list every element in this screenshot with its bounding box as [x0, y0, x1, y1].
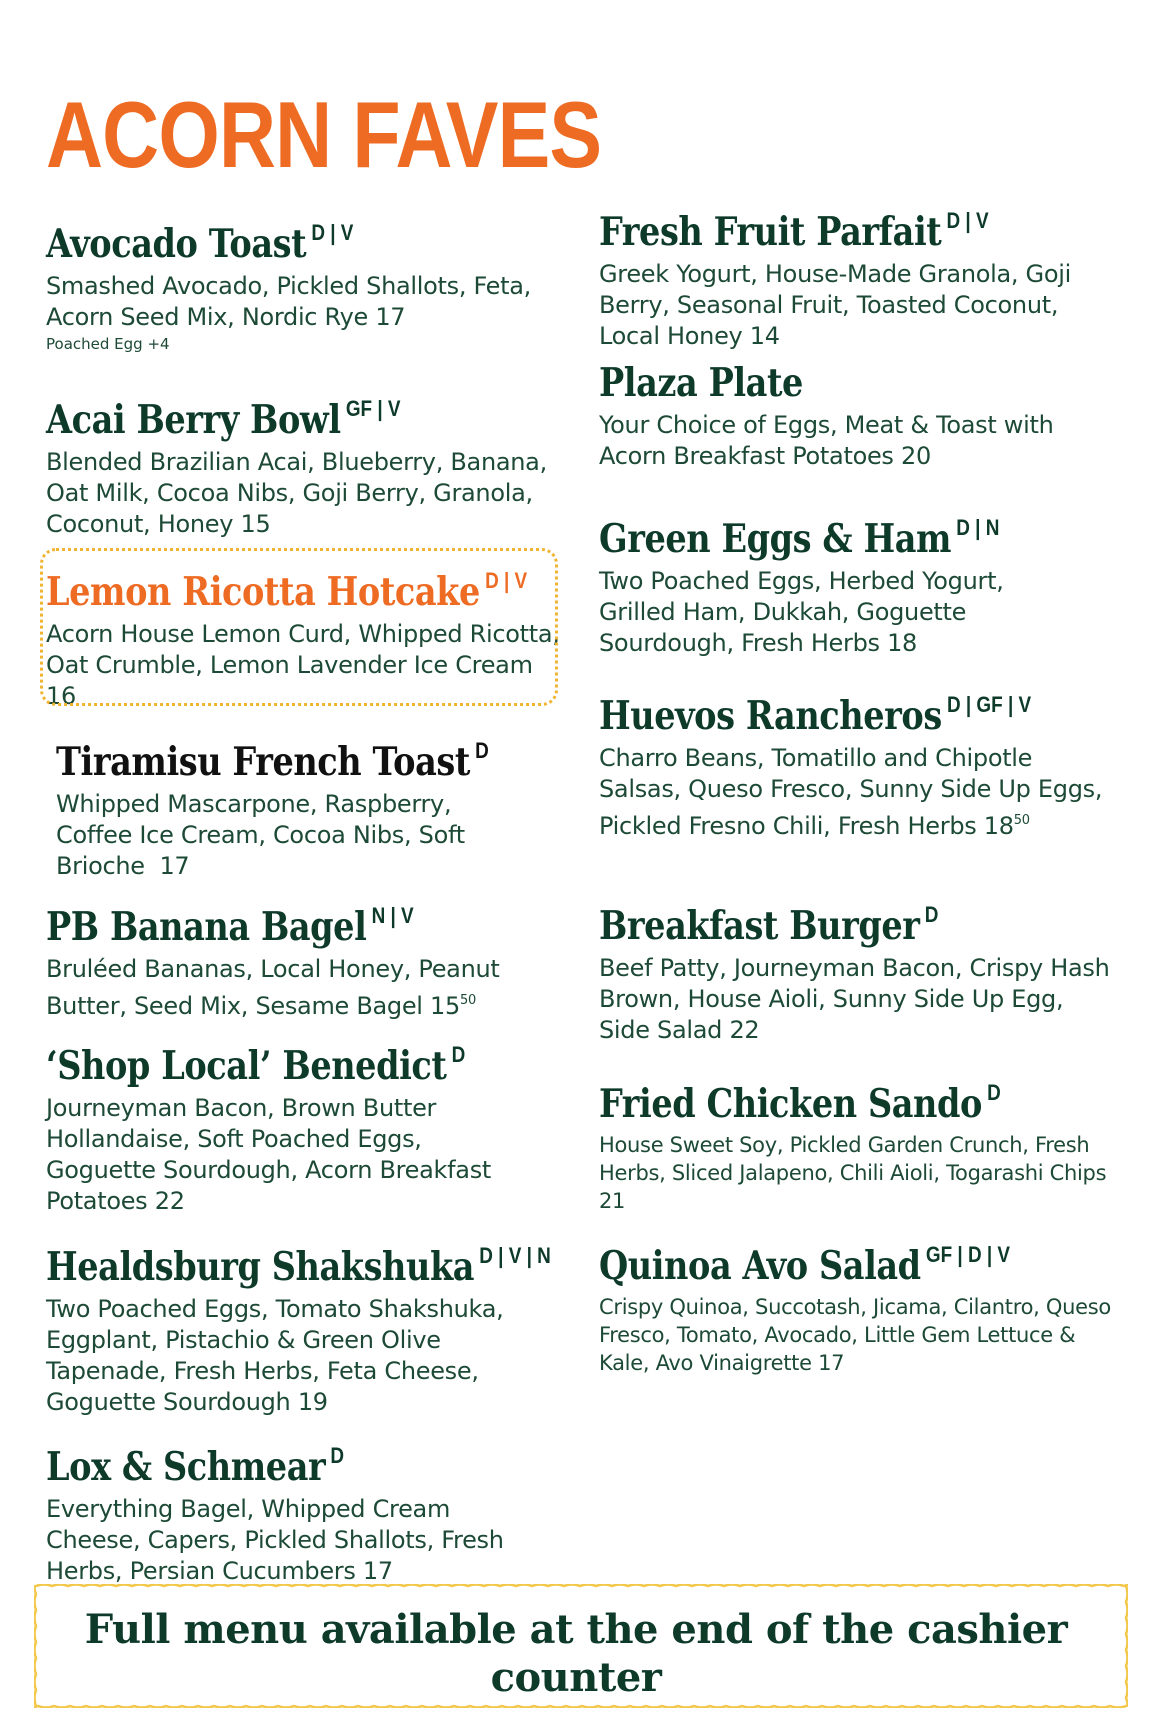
item-price: 18 [887, 629, 918, 657]
item-description: Whipped Mascarpone, Raspberry, Coffee Ice Cream, Cocoa Nibs, Soft Brioche 17 [56, 790, 465, 880]
item-price: 19 [297, 1388, 328, 1416]
menu-item-green-eggs-and-ham [599, 505, 1119, 659]
item-description: Beef Patty, Journeyman Bacon, Crispy Hash Brown, House Aioli, Sunny Side Up Egg, Side Salad 22 [599, 954, 1110, 1044]
item-name: Healdsburg Shakshuka $^{D | V | N}$ [46, 1243, 551, 1290]
menu-item-pb-banana-bagel [46, 893, 566, 1022]
item-name: Breakfast Burger $^D$ [599, 902, 939, 949]
item-name: ‘Shop Local’ Benedict $^D$ [46, 1042, 466, 1089]
menu-item-healdsburg-shakshuka [46, 1233, 566, 1418]
menu-item-plaza-plate [599, 360, 1119, 472]
diet-tags: D [330, 1443, 345, 1468]
item-price: 17 [818, 1351, 845, 1375]
item-description: Everything Bagel, Whipped Cream Cheese, Capers, Pickled Shallots, Fresh Herbs, Persian Cucumbers 17 [46, 1495, 504, 1585]
diet-tags: D | V [311, 220, 354, 245]
menu-item-tiramisu-french-toast [56, 728, 566, 882]
item-price: 17 [159, 852, 190, 880]
item-price: 22 [729, 1016, 760, 1044]
diet-tags: D | V [946, 208, 989, 233]
diet-tags: D | V [485, 568, 528, 593]
item-description: Smashed Avocado, Pickled Shallots, Feta, Acorn Seed Mix, Nordic Rye 17 [46, 272, 531, 331]
item-name: Acai Berry Bowl $^{GF | V}$ [46, 396, 401, 443]
diet-tags: D | V | N [479, 1243, 551, 1268]
item-price: 14 [749, 322, 780, 350]
menu-item-lox-and-schmear [46, 1433, 566, 1587]
diet-tags: N | V [371, 903, 414, 928]
page-title: ACORN FAVES [46, 82, 602, 187]
diet-tags: D | GF | V [946, 692, 1032, 717]
item-description: Two Poached Eggs, Herbed Yogurt, Grilled Ham, Dukkah, Goguette Sourdough, Fresh Herbs 18 [599, 567, 1004, 657]
menu-item-fresh-fruit-parfait [599, 198, 1119, 352]
item-description: Your Choice of Eggs, Meat & Toast with Acorn Breakfast Potatoes 20 [599, 411, 1054, 470]
diet-tags: D [475, 738, 489, 763]
item-name: Fresh Fruit Parfait $^{D | V}$ [599, 208, 989, 255]
diet-tags: D | N [956, 515, 1000, 540]
item-description: Greek Yogurt, House-Made Granola, Goji Berry, Seasonal Fruit, Toasted Coconut, Local Honey 14 [599, 260, 1071, 350]
item-price: 15 [240, 510, 271, 538]
diet-tags: GF | D | V [925, 1242, 1011, 1267]
diet-tags: D [451, 1042, 466, 1067]
item-name: PB Banana Bagel $^{N | V}$ [46, 903, 414, 950]
item-price: 22 [154, 1187, 185, 1215]
menu-item-acai-berry-bowl [46, 386, 566, 540]
menu-item-shop-local-benedict [46, 1032, 566, 1217]
item-description: Two Poached Eggs, Tomato Shakshuka, Eggplant, Pistachio & Green Olive Tapenade, Fresh Herbs, Feta Cheese, Goguette Sourdough 19 [46, 1295, 504, 1416]
item-name: Huevos Rancheros $^{D | GF | V}$ [599, 692, 1032, 739]
item-name: Lox & Schmear $^D$ [46, 1443, 345, 1490]
item-name: Quinoa Avo Salad $^{GF | D | V}$ [599, 1242, 1011, 1289]
item-name: Green Eggs & Ham $^{D | N}$ [599, 515, 1000, 562]
item-description: Blended Brazilian Acai, Blueberry, Banana, Oat Milk, Cocoa Nibs, Goji Berry, Granola, Coconut, Honey 15 [46, 448, 547, 538]
menu-item-huevos-rancheros [599, 682, 1119, 842]
item-name: Fried Chicken Sando $^D$ [599, 1080, 1001, 1127]
menu-item-quinoa-avo-salad [599, 1232, 1119, 1377]
item-description: Charro Beans, Tomatillo and Chipotle Salsas, Queso Fresco, Sunny Side Up Eggs, Pickled Fresno Chili, Fresh Herbs $18^{50}$ [599, 744, 1103, 840]
item-price: $15^{50}$ [430, 992, 476, 1020]
item-addon: Poached Egg +4 [46, 335, 170, 353]
menu-item-avocado-toast [46, 210, 566, 353]
menu-item-fried-chicken-sando [599, 1070, 1119, 1215]
featured-item-highlight [40, 548, 558, 706]
item-description: Acorn House Lemon Curd, Whipped Ricotta, Oat Crumble, Lemon Lavender Ice Cream 16 [46, 620, 560, 710]
item-description: House Sweet Soy, Pickled Garden Crunch, Fresh Herbs, Sliced Jalapeno, Chili Aioli, Togarashi Chips 21 [599, 1133, 1107, 1213]
diet-tags: D [924, 902, 939, 927]
item-description: Crispy Quinoa, Succotash, Jicama, Cilantro, Queso Fresco, Tomato, Avocado, Little Gem Lettuce & Kale, Avo Vinaigrette 17 [599, 1295, 1111, 1375]
item-price: 16 [46, 682, 76, 710]
diet-tags: GF | V [345, 396, 401, 421]
item-name: Plaza Plate [599, 360, 803, 406]
item-description: Bruléed Bananas, Local Honey, Peanut Butter, Seed Mix, Sesame Bagel $15^{50}$ [46, 955, 500, 1020]
menu-item-breakfast-burger [599, 892, 1119, 1046]
item-description: Journeyman Bacon, Brown Butter Hollandaise, Soft Poached Eggs, Goguette Sourdough, Acorn Breakfast Potatoes 22 [46, 1094, 492, 1215]
item-price: 17 [375, 303, 406, 331]
item-name: Lemon Ricotta Hotcake $^{D | V}$ [46, 568, 528, 615]
item-price: 21 [599, 1189, 626, 1213]
item-price: 17 [362, 1557, 393, 1585]
item-name: Tiramisu French Toast $^D$ [56, 738, 489, 785]
item-price: 20 [900, 442, 931, 470]
diet-tags: D [987, 1080, 1001, 1105]
item-name: Avocado Toast $^{D | V}$ [46, 220, 354, 267]
item-price: $18^{50}$ [983, 812, 1030, 840]
footer-note: Full menu available at the end of the cashier counter [84, 1606, 1068, 1701]
